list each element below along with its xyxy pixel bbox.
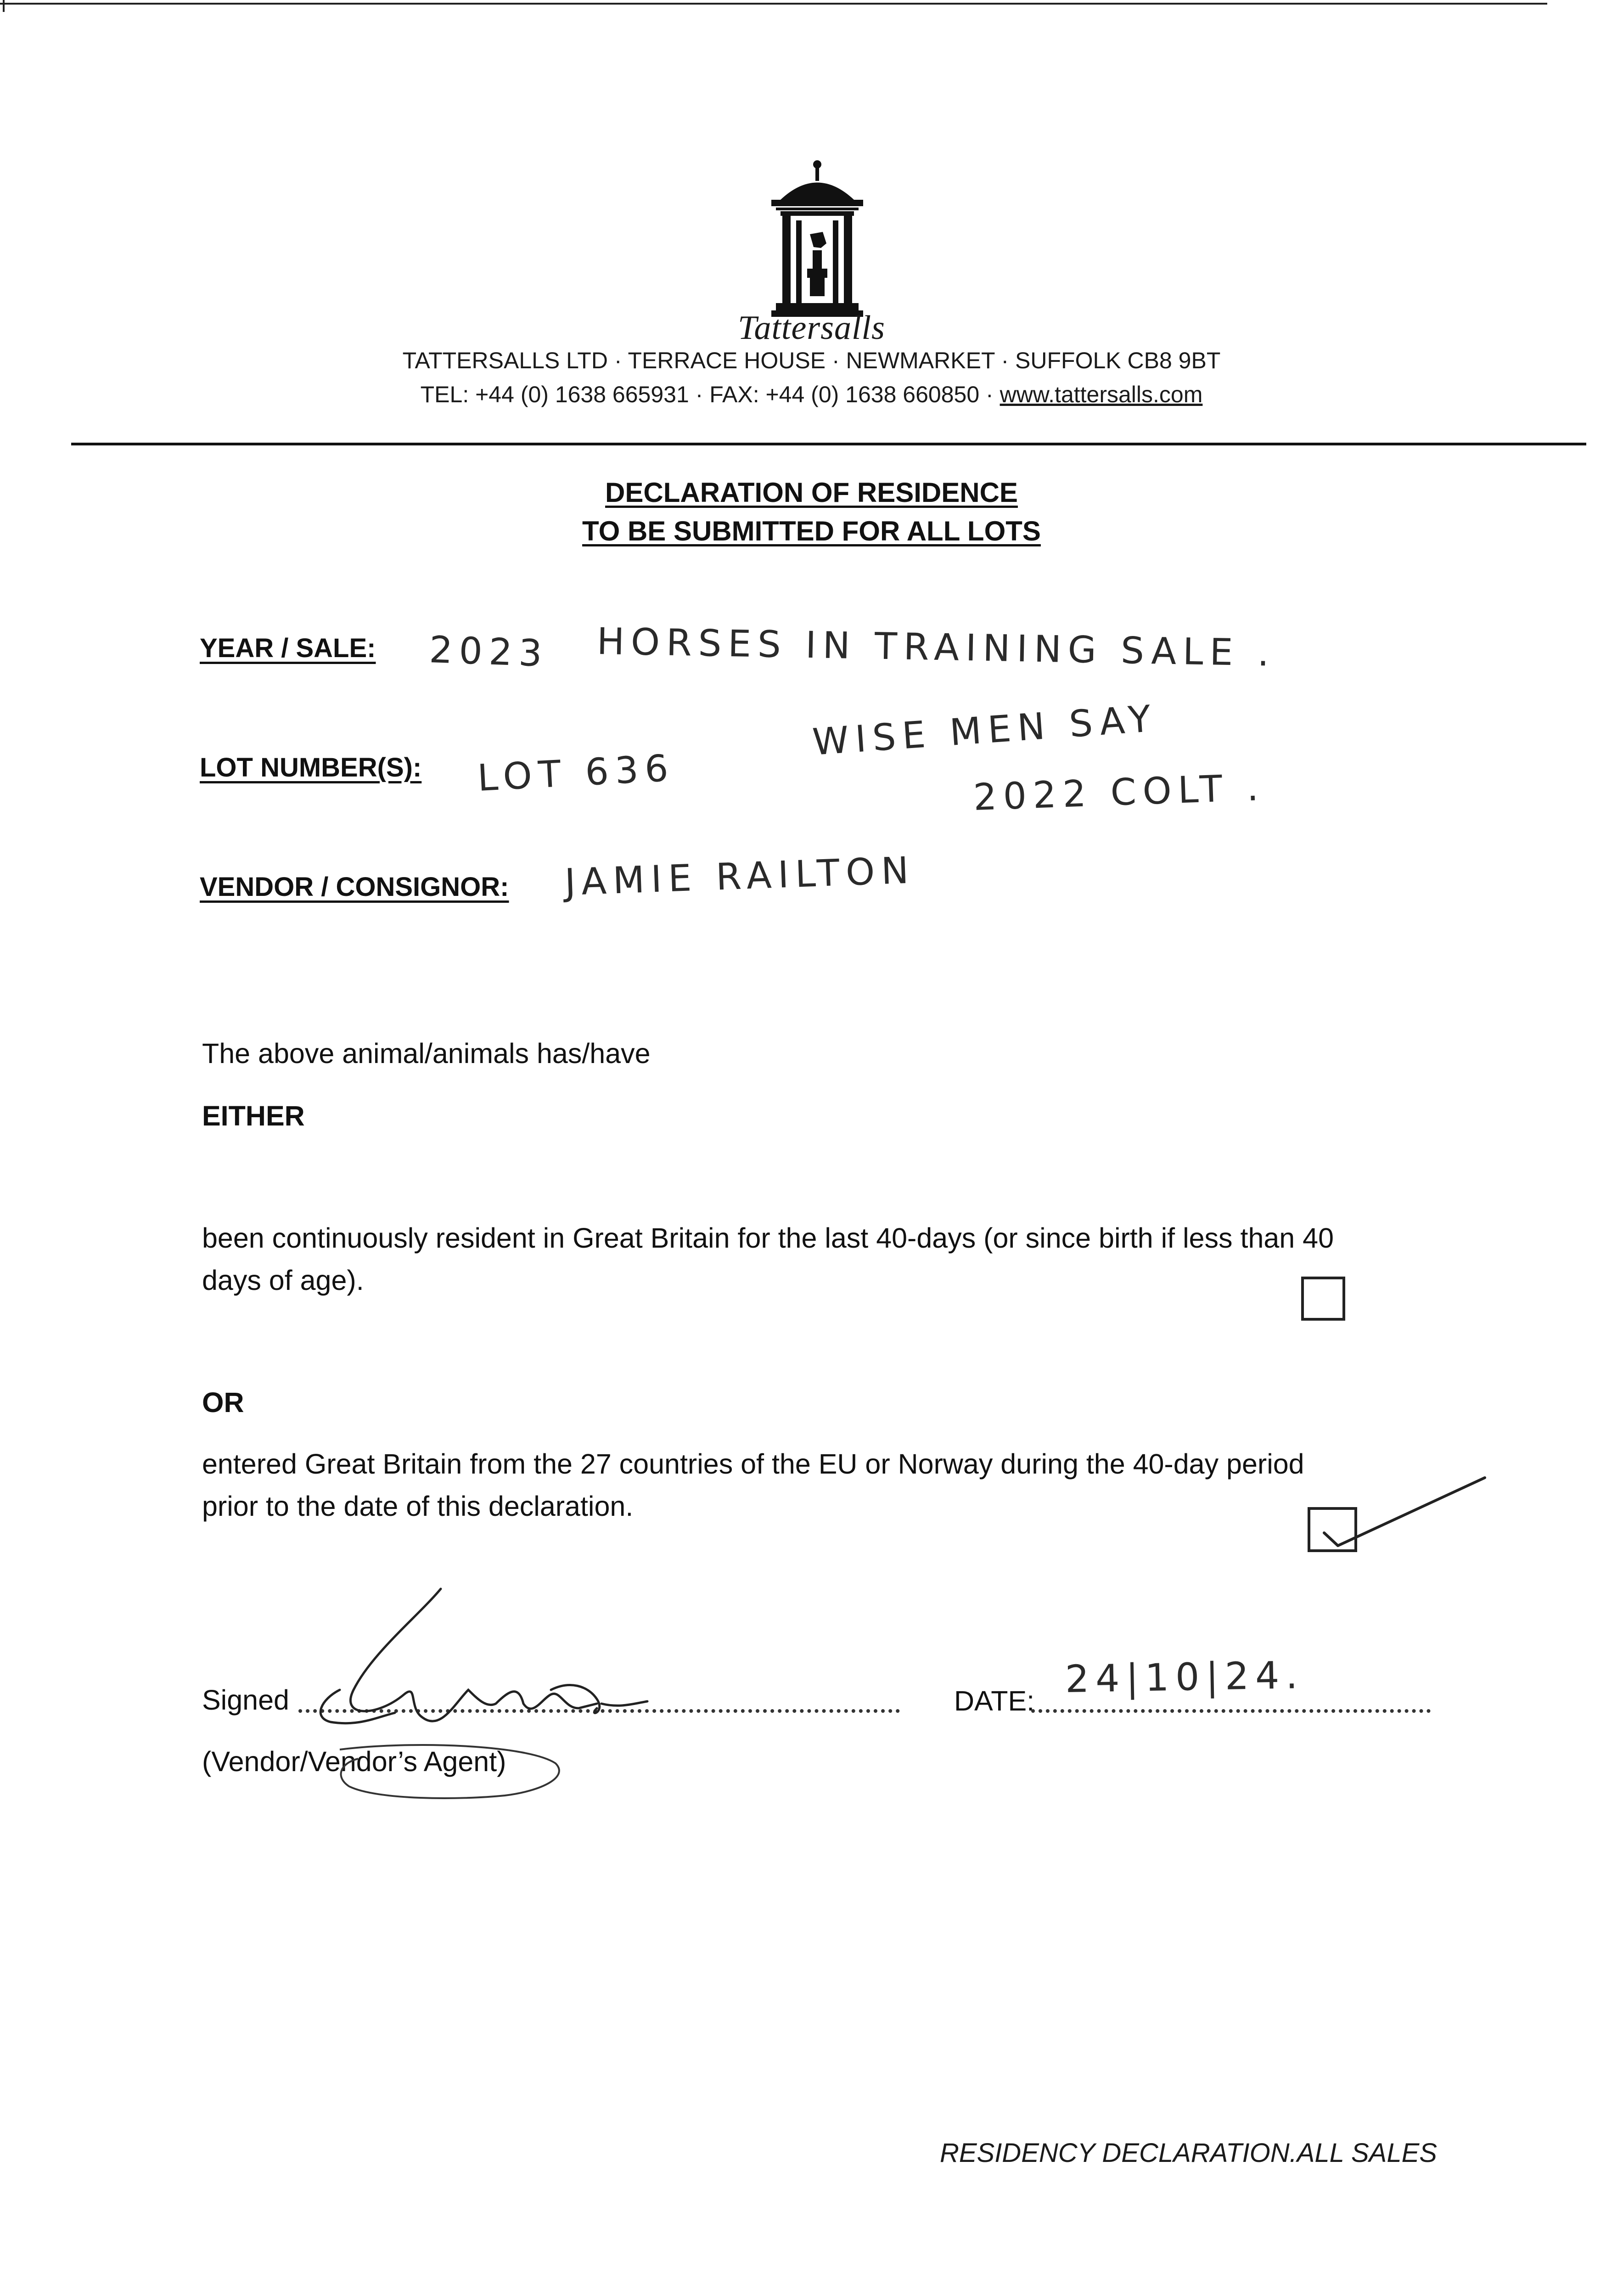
company-contact: [0, 381, 1623, 408]
footer-reference: RESIDENCY DECLARATION.ALL SALES: [939, 2138, 1437, 2168]
lot-horse-name[interactable]: WISE MEN SAY: [811, 697, 1159, 764]
form-title: DECLARATION OF RESIDENCE: [605, 477, 1018, 508]
signed-role: (Vendor/Vendor’s Agent): [202, 1746, 506, 1777]
header-divider: [71, 443, 1586, 445]
option1-line1: been continuously resident in Great Britain for the last 40-days (or since birth if less than 40: [202, 1222, 1334, 1254]
lot-number-value[interactable]: LOT 636: [476, 746, 676, 799]
date-line: [1031, 1709, 1431, 1713]
option2-line1: entered Great Britain from the 27 countries of the EU or Norway during the 40-day period: [202, 1448, 1304, 1480]
role-circle-mark: [321, 1731, 578, 1809]
year-sale-value-year[interactable]: 2023: [428, 628, 550, 675]
website-link[interactable]: www.tattersalls.com: [1000, 382, 1203, 407]
option2-line2: prior to the date of this declaration.: [202, 1491, 634, 1522]
option2-text: [202, 1443, 1304, 1527]
year-sale-label: YEAR / SALE:: [200, 633, 376, 663]
check-mark-icon: [1301, 1464, 1494, 1556]
company-address: TATTERSALLS LTD · TERRACE HOUSE · NEWMARKET · SUFFOLK CB8 9BT: [402, 348, 1221, 373]
vendor-consignor-label: VENDOR / CONSIGNOR:: [200, 872, 509, 902]
date-value[interactable]: 24|10|24.: [1065, 1653, 1305, 1701]
either-label: EITHER: [202, 1100, 305, 1131]
or-label: OR: [202, 1387, 244, 1418]
option1-line2: days of age).: [202, 1265, 364, 1296]
option1-checkbox[interactable]: [1301, 1277, 1345, 1321]
scan-edge-line: [0, 3, 1547, 5]
tattersalls-rotunda-logo: [762, 156, 872, 331]
lot-numbers-label: LOT NUMBER(S):: [200, 753, 422, 782]
intro-text: The above animal/animals has/have: [202, 1038, 651, 1069]
scan-edge-mark: [3, 0, 5, 12]
contact-phone-fax: TEL: +44 (0) 1638 665931 · FAX: +44 (0) 1638 660850 ·: [420, 382, 1000, 407]
option1-text: [202, 1217, 1334, 1301]
lot-horse-description[interactable]: 2022 COLT .: [972, 765, 1266, 819]
signed-label: Signed: [202, 1684, 289, 1716]
vendor-consignor-value[interactable]: JAMIE RAILTON: [564, 849, 916, 904]
brand-wordmark: Tattersalls: [738, 309, 885, 347]
option2-checkbox[interactable]: [1308, 1507, 1357, 1552]
date-label: DATE:: [954, 1685, 1035, 1716]
year-sale-value-sale[interactable]: HORSES IN TRAINING SALE .: [596, 620, 1276, 675]
form-subtitle: TO BE SUBMITTED FOR ALL LOTS: [582, 516, 1041, 546]
